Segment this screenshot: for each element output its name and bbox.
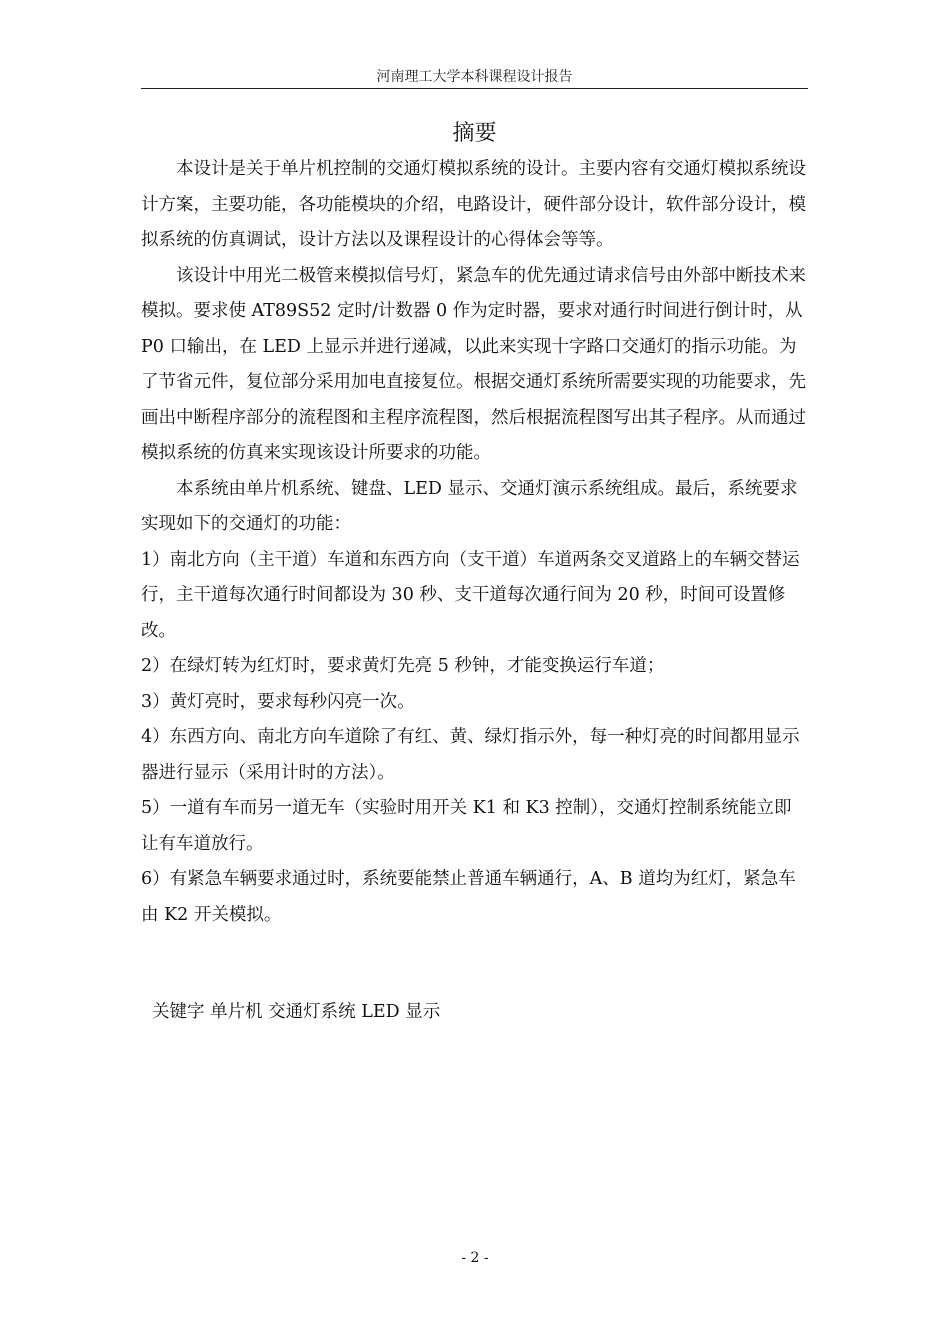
requirement-item-4: 4）东西方向、南北方向车道除了有红、黄、绿灯指示外，每一种灯亮的时间都用显示器进行显示（采用计时的方法）。 xyxy=(141,727,800,783)
requirement-item-5: 5）一道有车而另一道无车（实验时用开关 K1 和 K3 控制），交通灯控制系统能立即让有车道放行。 xyxy=(141,798,792,854)
abstract-paragraph-3: 本系统由单片机系统、键盘、LED 显示、交通灯演示系统组成。最后，系统要求实现如下的交通灯的功能： xyxy=(141,478,798,534)
keyword-term-2: 交通灯系统 xyxy=(268,1002,356,1022)
keywords-label: 关键字 xyxy=(152,1002,205,1022)
requirement-item-1: 1）南北方向（主干道）车道和东西方向（支干道）车道两条交叉道路上的车辆交替运行，主干道每次通行时间都设为 30 秒、支干道每次通行间为 20 秒，时间可设置修改。 xyxy=(141,549,800,641)
page-title: 摘要 xyxy=(452,121,497,146)
keywords-line xyxy=(152,998,440,1023)
keyword-term-3: LED 显示 xyxy=(361,1002,441,1022)
requirement-item-3: 3）黄灯亮时，要求每秒闪亮一次。 xyxy=(141,691,415,712)
keyword-term-1: 单片机 xyxy=(210,1002,263,1022)
abstract-body xyxy=(141,152,808,933)
abstract-paragraph-1: 本设计是关于单片机控制的交通灯模拟系统的设计。主要内容有交通灯模拟系统设计方案，主要功能，各功能模块的介绍，电路设计，硬件部分设计，软件部分设计，模拟系统的仿真调试，设计方法以及课程设计的心得体会等等。 xyxy=(141,159,806,250)
header-rule xyxy=(141,88,808,89)
page-header: 河南理工大学本科课程设计报告 xyxy=(376,69,573,85)
abstract-paragraph-2: 该设计中用光二极管来模拟信号灯，紧急车的优先通过请求信号由外部中断技术来模拟。要求使 AT89S52 定时/计数器 0 作为定时器，要求对通行时间进行倒计时，从 P0 口输出，在 LED 上显示并进行递减，以此来实现十字路口交通灯的指示功能。为了节省元件，复位部分采用加电直接复位。根据交通灯系统所需要实现的功能要求，先画出中断程序部分的流程图和主程序流程图，然后根据流程图写出其子程序。从而通过模拟系统的仿真来实现该设计所要求的功能。 xyxy=(141,265,806,463)
requirement-item-6: 6）有紧急车辆要求通过时，系统要能禁止普通车辆通行，A、B 道均为红灯，紧急车由 K2 开关模拟。 xyxy=(141,869,796,925)
page-number: - 2 - xyxy=(461,1250,489,1266)
requirement-item-2: 2）在绿灯转为红灯时，要求黄灯先亮 5 秒钟，才能变换运行车道； xyxy=(141,656,665,676)
